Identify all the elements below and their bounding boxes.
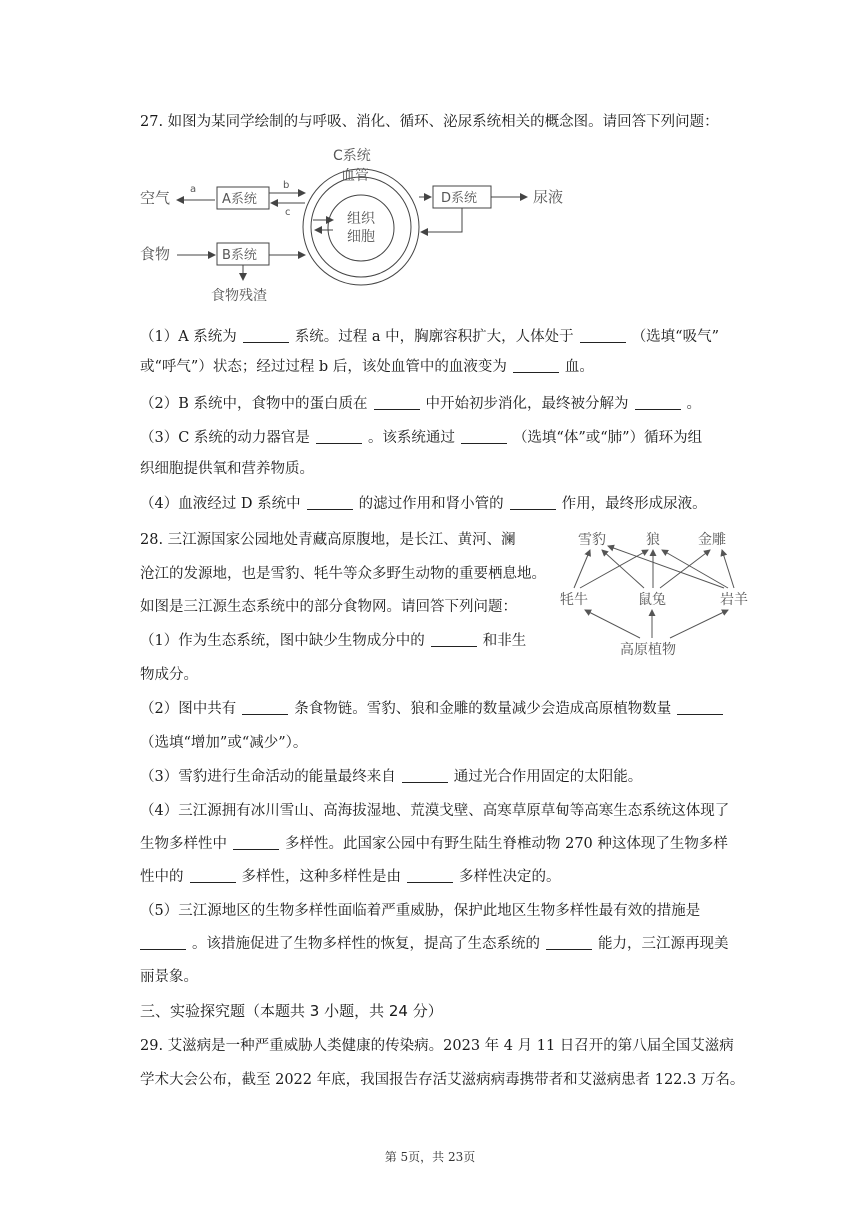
label-urine: 尿液 [533,188,564,206]
q29-line1: 29. 艾滋病是一种严重威胁人类健康的传染病。2023 年 4 月 11 日召开的第八届全国艾滋病 [140,1038,734,1054]
q28-p5-line2: 。该措施促进了生物多样性的恢复，提高了生态系统的 能力，三江源再现美 [140,934,729,954]
q28-stem-line1: 28. 三江源国家公园地处青藏高原腹地，是长江、黄河、澜 [140,532,516,548]
blank [242,700,288,715]
blank [580,328,626,343]
q28-p5-line3: 丽景象。 [140,969,198,985]
node-bharal: 岩羊 [720,592,748,608]
node-eagle: 金雕 [698,532,726,548]
q28-stem-line3: 如图是三江源生态系统中的部分食物网。请回答下列问题： [140,599,517,615]
blank [307,495,353,510]
q28-p1-line2: 物成分。 [140,667,198,683]
label-residue: 食物残渣 [211,288,267,304]
blank [546,935,592,950]
q28-stem-line2: 沧江的发源地，也是雪豹、牦牛等众多野生动物的重要栖息地。 [140,566,546,582]
q28-p5-line1: （5）三江源地区的生物多样性面临着严重威胁，保护此地区生物多样性最有效的措施是 [140,903,701,919]
node-snow-leopard: 雪豹 [578,532,606,548]
blank [677,700,723,715]
page-footer: 第 5页，共 23页 [384,1150,476,1164]
blank [243,328,289,343]
label-air: 空气 [140,189,171,207]
label-system-c: C系统 [333,148,371,164]
label-tissue: 组织 [347,211,375,227]
blank [461,429,507,444]
label-vessel: 血管 [341,168,369,184]
label-system-a: A系统 [222,192,257,207]
label-system-d: D系统 [441,191,478,206]
node-wolf: 狼 [646,532,660,548]
q27-stem: 27. 如图为某同学绘制的与呼吸、消化、循环、泌尿系统相关的概念图。请回答下列问题： [140,114,719,130]
q27-p1-line2: 或“呼气”）状态；经过过程 b 后，该处血管中的血液变为 血。 [140,359,594,375]
blank [431,632,477,647]
q27-p2: （2）B 系统中，食物中的蛋白质在 中开始初步消化，最终被分解为 。 [140,396,701,412]
blank [407,868,453,883]
q27-p4: （4）血液经过 D 系统中 的滤过作用和肾小管的 作用，最终形成尿液。 [140,496,707,512]
q27-concept-diagram [135,140,575,310]
blank [402,768,448,783]
blank [510,495,556,510]
blank [513,358,559,373]
label-a: a [190,184,197,195]
node-plants: 高原植物 [620,642,676,658]
blank [316,429,362,444]
q29-line2: 学术大会公布，截至 2022 年底，我国报告存活艾滋病病毒携带者和艾滋病患者 122.3 万名。 [140,1072,745,1088]
q27-p3-line2: 织细胞提供氧和营养物质。 [140,461,314,477]
node-yak: 牦牛 [560,592,588,608]
blank [374,395,420,410]
label-c: c [285,207,291,218]
blank [140,935,186,950]
q28-p4-line2: 生物多样性中 多样性。此国家公园中有野生陆生脊椎动物 270 种这体现了生物多样 [140,836,728,852]
q27-p1-line1: （1）A 系统为 系统。过程 a 中，胸廓容积扩大，人体处于 （选填“吸气” [140,329,720,345]
q27-p3-line1: （3）C 系统的动力器官是 。该系统通过 （选填“体”或“肺”）循环为组 [140,430,703,446]
blank [190,868,236,883]
blank [635,395,681,410]
q28-p4-line3: 性中的 多样性，这种多样性是由 多样性决定的。 [140,869,561,885]
node-pika: 鼠兔 [638,592,666,608]
section-heading: 三、实验探究题（本题共 3 小题，共 24 分） [140,1002,443,1020]
q28-p2-line1: （2）图中共有 条食物链。雪豹、狼和金雕的数量减少会造成高原植物数量 [140,699,729,719]
label-food: 食物 [140,245,171,263]
q28-p4-line1: （4）三江源拥有冰川雪山、高海拔湿地、荒漠戈壁、高寒草原草甸等高寒生态系统这体现了 [140,803,730,819]
q28-food-web [560,522,760,662]
label-cell: 细胞 [347,229,375,245]
q28-p1-line1: （1）作为生态系统，图中缺少生物成分中的 和非生 [140,633,527,649]
q28-p3: （3）雪豹进行生命活动的能量最终来自 通过光合作用固定的太阳能。 [140,769,643,785]
label-system-b: B系统 [222,248,257,263]
q28-p2-line2: （选填“增加”或“减少”）。 [140,735,308,751]
label-b: b [283,180,290,191]
blank [233,835,279,850]
